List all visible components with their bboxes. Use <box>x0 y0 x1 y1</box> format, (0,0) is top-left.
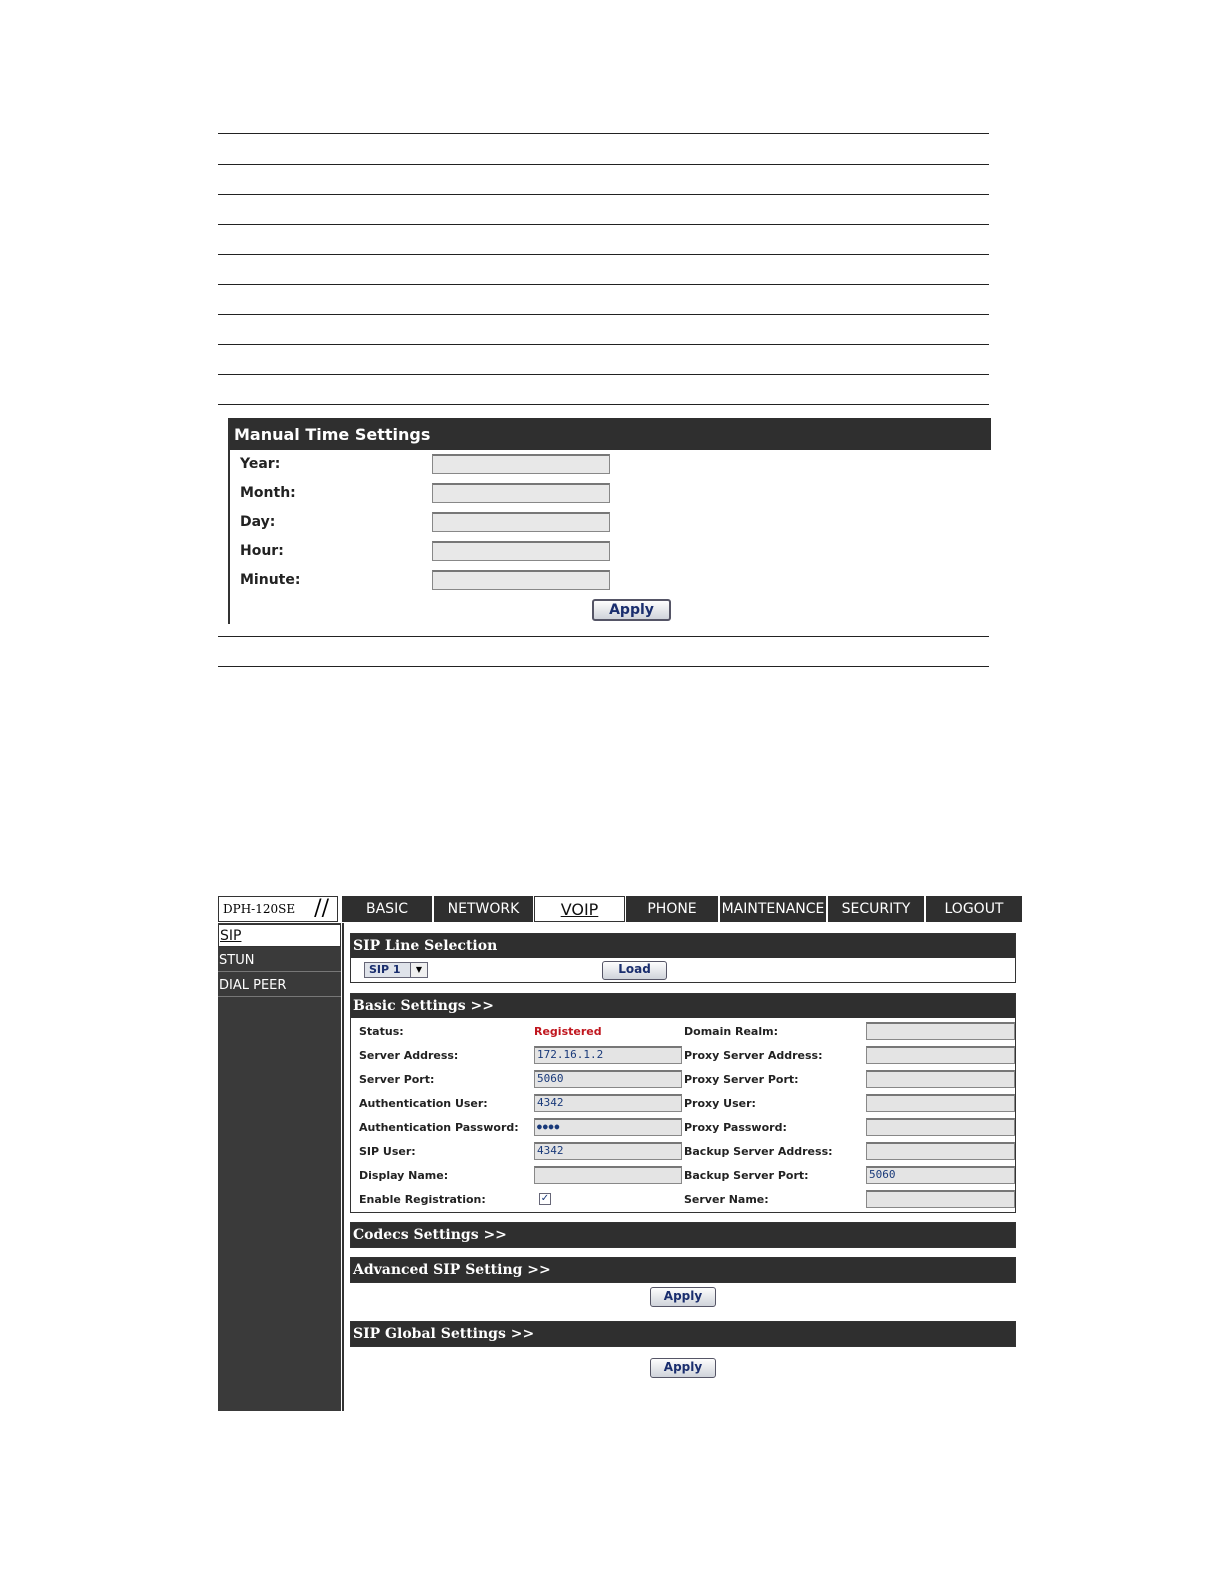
server-port-input[interactable]: 5060 <box>534 1070 682 1088</box>
proxy-user-input[interactable] <box>866 1094 1015 1112</box>
tab-maintenance[interactable]: MAINTENANCE <box>720 896 826 922</box>
minute-row <box>240 570 640 592</box>
proxy-server-address-input[interactable] <box>866 1046 1015 1064</box>
codecs-settings-section[interactable] <box>350 1222 1016 1248</box>
tab-basic[interactable]: BASIC <box>342 896 432 922</box>
proxy-password-input[interactable] <box>866 1118 1015 1136</box>
month-label: Month: <box>240 485 296 501</box>
sip-line-selection-section <box>350 933 1016 983</box>
voip-web-ui <box>218 893 1024 1411</box>
proxy-user-label: Proxy User: <box>684 1097 756 1110</box>
load-button[interactable]: Load <box>602 961 667 980</box>
sidebar-divider <box>342 923 344 1411</box>
backup-server-port-label: Backup Server Port: <box>684 1169 809 1182</box>
table-rule <box>218 284 989 285</box>
sip-user-label: SIP User: <box>359 1145 416 1158</box>
table-rule <box>218 404 989 405</box>
tab-voip[interactable]: VOIP <box>534 896 625 922</box>
proxy-server-address-label: Proxy Server Address: <box>684 1049 823 1062</box>
tab-security[interactable]: SECURITY <box>828 896 924 922</box>
domain-realm-label: Domain Realm: <box>684 1025 778 1038</box>
brand-name: DPH-120SE <box>223 902 296 916</box>
codecs-settings-title[interactable]: Codecs Settings >> <box>351 1223 1015 1247</box>
table-rule <box>218 164 989 165</box>
status-label: Status: <box>359 1025 404 1038</box>
manual-time-apply-button[interactable]: Apply <box>592 599 671 621</box>
table-rule <box>218 194 989 195</box>
manual-time-settings-title: Manual Time Settings <box>230 418 991 450</box>
month-row <box>240 483 640 505</box>
tab-logout[interactable]: LOGOUT <box>926 896 1022 922</box>
sip-global-settings-section[interactable] <box>350 1321 1016 1347</box>
year-row <box>240 454 640 476</box>
authentication-password-input[interactable]: ●●●● <box>534 1118 682 1136</box>
hour-input[interactable] <box>432 541 610 561</box>
tab-network[interactable]: NETWORK <box>434 896 533 922</box>
month-input[interactable] <box>432 483 610 503</box>
table-rule <box>218 374 989 375</box>
brand-slash-icon: // <box>314 896 329 921</box>
display-name-input[interactable] <box>534 1166 682 1184</box>
proxy-password-label: Proxy Password: <box>684 1121 787 1134</box>
server-name-input[interactable] <box>866 1190 1015 1208</box>
authentication-user-label: Authentication User: <box>359 1097 488 1110</box>
authentication-user-input[interactable]: 4342 <box>534 1094 682 1112</box>
table-rule <box>218 224 989 225</box>
enable-registration-checkbox[interactable]: ✓ <box>540 1193 550 1204</box>
proxy-server-port-label: Proxy Server Port: <box>684 1073 799 1086</box>
advanced-sip-setting-title[interactable]: Advanced SIP Setting >> <box>351 1258 1015 1282</box>
sip-line-select-value: SIP 1 <box>369 963 401 976</box>
hour-label: Hour: <box>240 543 284 559</box>
table-rule <box>218 344 989 345</box>
top-navigation <box>218 893 1024 923</box>
chevron-down-icon[interactable]: ▼ <box>410 963 427 977</box>
sidebar-item-dial-peer[interactable]: DIAL PEER <box>218 974 341 997</box>
sidebar-item-stun[interactable]: STUN <box>218 949 341 972</box>
proxy-server-port-input[interactable] <box>866 1070 1015 1088</box>
year-label: Year: <box>240 456 281 472</box>
hour-row <box>240 541 640 563</box>
global-apply-button[interactable]: Apply <box>650 1358 716 1378</box>
basic-settings-title: Basic Settings >> <box>351 994 1015 1018</box>
minute-label: Minute: <box>240 572 301 588</box>
apply-button[interactable]: Apply <box>650 1287 716 1307</box>
day-label: Day: <box>240 514 276 530</box>
advanced-sip-setting-section[interactable] <box>350 1257 1016 1283</box>
enable-registration-label: Enable Registration: <box>359 1193 486 1206</box>
table-rule <box>218 254 989 255</box>
day-row <box>240 512 640 534</box>
server-address-input[interactable]: 172.16.1.2 <box>534 1046 682 1064</box>
sip-global-settings-title[interactable]: SIP Global Settings >> <box>351 1322 1015 1346</box>
day-input[interactable] <box>432 512 610 532</box>
year-input[interactable] <box>432 454 610 474</box>
domain-realm-input[interactable] <box>866 1022 1015 1040</box>
sidebar-item-sip[interactable]: SIP <box>218 924 341 947</box>
server-address-label: Server Address: <box>359 1049 459 1062</box>
authentication-password-label: Authentication Password: <box>359 1121 519 1134</box>
sip-line-selection-title: SIP Line Selection <box>351 934 1015 958</box>
backup-server-address-input[interactable] <box>866 1142 1015 1160</box>
sip-line-select[interactable] <box>364 962 428 978</box>
display-name-label: Display Name: <box>359 1169 449 1182</box>
table-rule <box>218 314 989 315</box>
backup-server-port-input[interactable]: 5060 <box>866 1166 1015 1184</box>
sidebar <box>218 923 341 1411</box>
tab-phone[interactable]: PHONE <box>626 896 718 922</box>
table-rule <box>218 133 989 134</box>
sip-user-input[interactable]: 4342 <box>534 1142 682 1160</box>
brand-logo <box>218 896 338 922</box>
manual-time-settings-panel <box>228 418 991 624</box>
basic-settings-section <box>350 993 1016 1213</box>
server-port-label: Server Port: <box>359 1073 435 1086</box>
server-name-label: Server Name: <box>684 1193 769 1206</box>
table-rule <box>218 636 989 637</box>
backup-server-address-label: Backup Server Address: <box>684 1145 833 1158</box>
minute-input[interactable] <box>432 570 610 590</box>
status-badge: Registered <box>534 1025 602 1038</box>
table-rule <box>218 666 989 667</box>
